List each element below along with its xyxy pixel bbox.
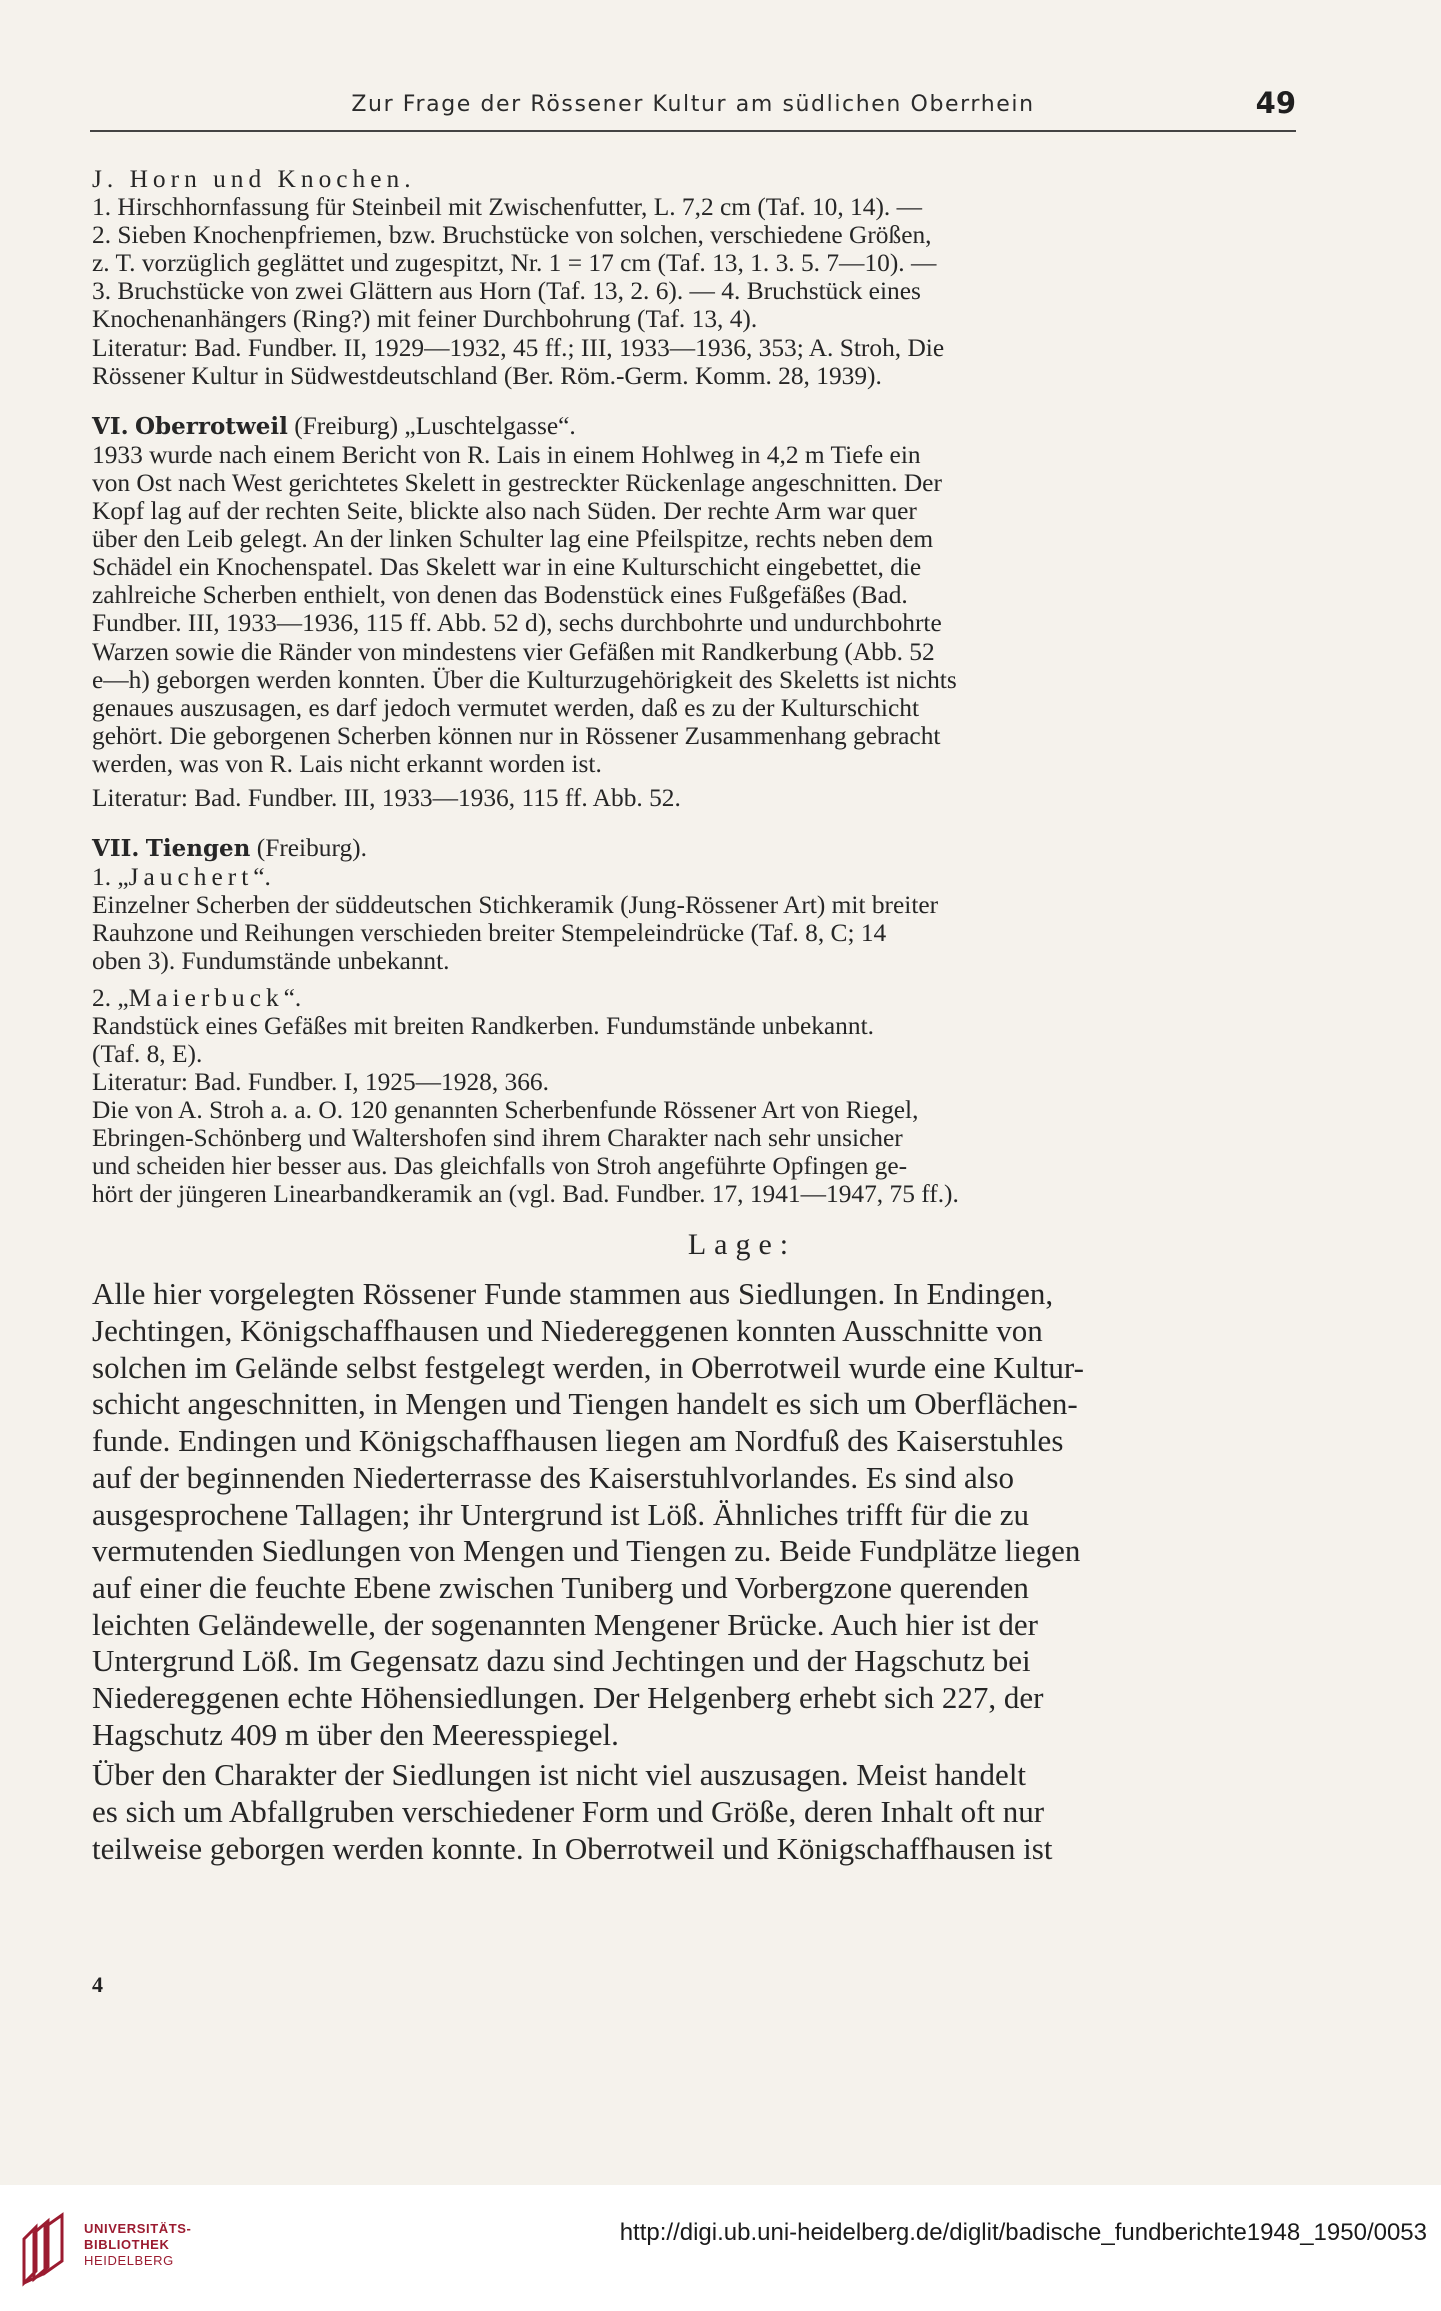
text-line: Randstück eines Gefäßes mit breiten Randkerben. Fundumstände unbekannt. [92,1011,874,1040]
library-logo-icon [18,2209,74,2289]
section-number: VII. [92,835,140,863]
place-qualifier: (Freiburg). [250,834,367,863]
text-line: 3. Bruchstücke von zwei Glättern aus Horn (Taf. 13, 2. 6). — 4. Bruchstück eines [92,277,921,306]
subsite-heading-1: 1. „Jauchert“. [92,863,271,892]
section-horn [92,165,1296,390]
text-line: 1933 wurde nach einem Bericht von R. Lais in einem Hohlweg in 4,2 m Tiefe ein [92,440,921,469]
section-heading-vi [92,412,1296,441]
text-line: e—h) geborgen werden konnten. Über die Kulturzugehörigkeit des Skeletts ist nichts [92,665,957,694]
page-body [92,165,1296,1868]
text-line: Schädel ein Knochenspatel. Das Skelett war in eine Kulturschicht eingebettet, die [92,553,922,582]
section-vii [92,834,1296,1208]
place-name: Oberrotweil [134,412,288,440]
place-name: Tiengen [145,835,251,863]
text-line: oben 3). Fundumstände unbekannt. [92,947,450,976]
text-line: zahlreiche Scherben enthielt, von denen das Bodenstück eines Fußgefäßes (Bad. [92,581,908,610]
text-line: z. T. vorzüglich geglättet und zugespitzt, Nr. 1 = 17 cm (Taf. 13, 1. 3. 5. 7—10). — [92,249,937,278]
library-name: UNIVERSITÄTS- BIBLIOTHEK HEIDELBERG [84,2221,192,2268]
section-heading-horn: J. Horn und Knochen. [92,165,416,193]
text-line: Über den Charakter der Siedlungen ist nicht viel auszusagen. Meist handelt [92,1757,1027,1793]
text-line: solchen im Gelände selbst festgelegt werden, in Oberrotweil wurde eine Kultur- [92,1349,1084,1385]
running-title: Zur Frage der Rössener Kultur am südlichen Oberrhein [351,92,1035,117]
section-vi [92,412,1296,812]
text-line: hört der jüngeren Linearbandkeramik an (vgl. Bad. Fundber. 17, 1941—1947, 75 ff.). [92,1180,959,1209]
text-line: Die von A. Stroh a. a. O. 120 genannten Scherbenfunde Rössener Art von Riegel, [92,1095,919,1124]
subsite-name: Maierbuck [128,983,284,1012]
text-line: Hagschutz 409 m über den Meeresspiegel. [92,1716,619,1752]
text-line: 1. Hirschhornfassung für Steinbeil mit Zwischenfutter, L. 7,2 cm (Taf. 10, 14). — [92,193,922,222]
lage-paragraph-1 [92,1276,1296,1753]
text-line: (Taf. 8, E). [92,1039,203,1068]
text-line: schicht angeschnitten, in Mengen und Tiengen handelt es sich um Oberflächen- [92,1386,1078,1422]
subsite-heading-2: 2. „Maierbuck“. [92,983,302,1012]
text-line: werden, was von R. Lais nicht erkannt worden ist. [92,749,602,778]
text-line: ausgesprochene Tallagen; ihr Untergrund ist Löß. Ähnliches trifft für die zu [92,1496,1030,1532]
literature-line: Rössener Kultur in Südwestdeutschland (Ber. Röm.-Germ. Komm. 28, 1939). [92,361,882,390]
page-number: 49 [1255,86,1296,120]
text-line: von Ost nach West gerichtetes Skelett in gestreckter Rückenlage angeschnitten. Der [92,468,942,497]
lage-paragraph-2 [92,1757,1296,1867]
text-line: Untergrund Löß. Im Gegensatz dazu sind Jechtingen und der Hagschutz bei [92,1643,1031,1679]
text-line: Niedereggenen echte Höhensiedlungen. Der Helgenberg erhebt sich 227, der [92,1680,1044,1716]
text-line: und scheiden hier besser aus. Das gleichfalls von Stroh angeführte Opfingen ge- [92,1152,908,1181]
text-line: genaues auszusagen, es darf jedoch vermutet werden, daß es zu der Kulturschicht [92,693,919,722]
text-line: leichten Geländewelle, der sogenannten Mengener Brücke. Auch hier ist der [92,1606,1038,1642]
text-line: über den Leib gelegt. An der linken Schulter lag eine Pfeilspitze, rechts neben dem [92,525,934,554]
literature-line: Literatur: Bad. Fundber. III, 1933—1936, 115 ff. Abb. 52. [92,783,681,812]
text-line: Fundber. III, 1933—1936, 115 ff. Abb. 52 d), sechs durchbohrte und undurchbohrte [92,609,942,638]
text-line: Einzelner Scherben der süddeutschen Stichkeramik (Jung-Rössener Art) mit breiter [92,891,939,920]
text-line: Warzen sowie die Ränder von mindestens vier Gefäßen mit Randkerbung (Abb. 52 [92,637,935,666]
text-line: auf einer die feuchte Ebene zwischen Tuniberg und Vorbergzone querenden [92,1569,1029,1605]
text-line: Alle hier vorgelegten Rössener Funde stammen aus Siedlungen. In Endingen, [92,1276,1054,1312]
literature-line: Literatur: Bad. Fundber. I, 1925—1928, 366. [92,1067,549,1096]
text-line: gehört. Die geborgenen Scherben können nur in Rössener Zusammenhang gebracht [92,721,941,750]
text-line: Rauhzone und Reihungen verschieden breiter Stempeleindrücke (Taf. 8, C; 14 [92,919,887,948]
signature-mark: 4 [92,1972,103,1997]
text-line: 2. Sieben Knochenpfriemen, bzw. Bruchstücke von solchen, verschiedene Größen, [92,221,932,250]
source-url-link[interactable]: http://digi.ub.uni-heidelberg.de/diglit/badische_fundberichte1948_1950/0053 [619,2219,1427,2246]
running-header [90,88,1296,132]
text-line: teilweise geborgen werden konnte. In Oberrotweil und Königschaffhausen ist [92,1830,1053,1866]
section-heading-vii [92,834,1296,863]
text-line: Kopf lag auf der rechten Seite, blickte also nach Süden. Der rechte Arm war quer [92,497,917,526]
text-line: funde. Endingen und Königschaffhausen liegen am Nordfuß des Kaiserstuhles [92,1423,1064,1459]
library-footer [0,2185,1441,2311]
text-line: auf der beginnenden Niederterrasse des Kaiserstuhlvorlandes. Es sind also [92,1459,1014,1495]
text-line: es sich um Abfallgruben verschiedener Form und Größe, deren Inhalt oft nur [92,1794,1045,1830]
lage-heading: Lage: [687,1228,797,1262]
text-line: Knochenanhängers (Ring?) mit feiner Durchbohrung (Taf. 13, 4). [92,305,758,334]
section-number: VI. [92,412,129,440]
text-line: vermutenden Siedlungen von Mengen und Tiengen zu. Beide Fundplätze liegen [92,1533,1081,1569]
place-qualifier: (Freiburg) „Luschtelgasse“. [287,411,576,440]
subsite-name: Jauchert [128,863,254,892]
text-line: Jechtingen, Königschaffhausen und Niedereggenen konnten Ausschnitte von [92,1312,1043,1348]
literature-line: Literatur: Bad. Fundber. II, 1929—1932, 45 ff.; III, 1933—1936, 353; A. Stroh, Die [92,333,945,362]
text-line: Ebringen-Schönberg und Waltershofen sind ihrem Charakter nach sehr unsicher [92,1124,903,1152]
